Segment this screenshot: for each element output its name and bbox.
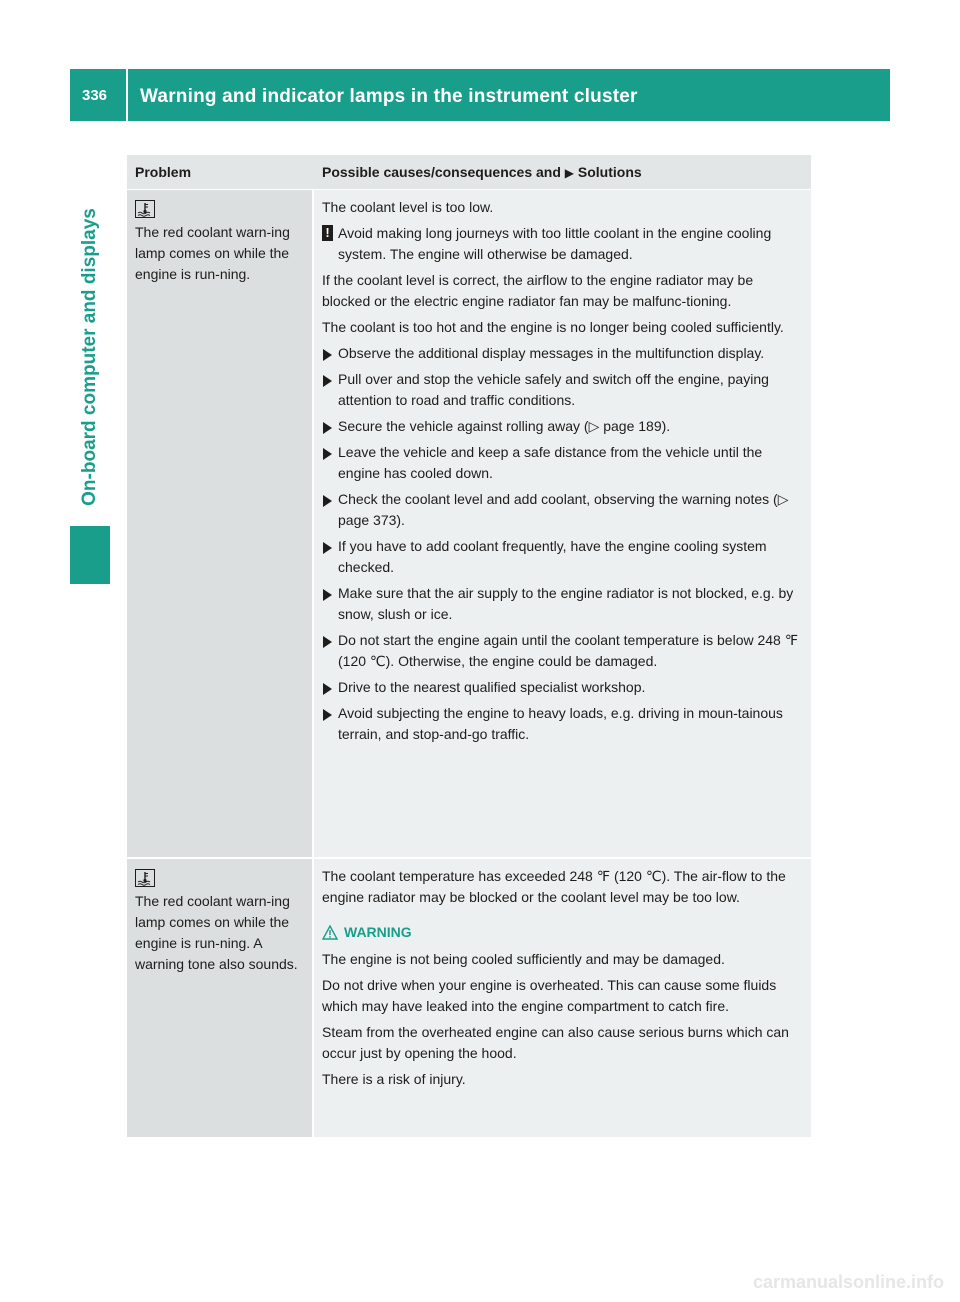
solution-step xyxy=(322,677,805,698)
damage-note xyxy=(322,223,805,265)
chapter-title: Warning and indicator lamps in the instrument cluster xyxy=(140,86,638,107)
solution-cell xyxy=(314,190,811,857)
solution-step xyxy=(322,442,805,484)
column-header-problem: Problem xyxy=(135,164,192,180)
step-arrow-icon xyxy=(323,542,332,554)
warning-paragraph: There is a risk of injury. xyxy=(322,1071,466,1087)
step-text: Avoid subjecting the engine to heavy loads, e.g. driving in moun-tainous terrain, and stop-and-go traffic. xyxy=(338,705,783,742)
solution-step xyxy=(322,630,805,672)
solution-step xyxy=(322,583,805,625)
header-divider xyxy=(126,69,128,121)
step-text[interactable]: Secure the vehicle against rolling away (▷ page 189). xyxy=(338,418,671,434)
exclamation-icon: ! xyxy=(322,225,333,241)
solution-cell xyxy=(314,859,811,1137)
coolant-temperature-icon xyxy=(135,869,155,887)
step-arrow-icon xyxy=(323,448,332,460)
page-number: 336 xyxy=(82,87,108,104)
warning-label: WARNING xyxy=(344,924,412,940)
cause-intro: The coolant temperature has exceeded 248 ℉ (120 ℃). The air-flow to the engine radiator may be blocked or the coolant level may be too low. xyxy=(322,868,786,905)
cause-paragraph: The coolant is too hot and the engine is no longer being cooled sufficiently. xyxy=(322,319,784,335)
table-header xyxy=(127,155,811,190)
coolant-temperature-icon xyxy=(135,200,155,218)
cause-paragraph: If the coolant level is correct, the airflow to the engine radiator may be blocked or the electric engine radiator fan may be malfunc-tioning. xyxy=(322,272,754,309)
side-tab xyxy=(70,130,110,584)
step-text[interactable]: Check the coolant level and add coolant, observing the warning notes (▷ page 373). xyxy=(338,491,789,528)
step-arrow-icon xyxy=(323,349,332,361)
solution-step xyxy=(322,536,805,578)
solution-step xyxy=(322,489,805,531)
warning-paragraph: Steam from the overheated engine can also cause serious burns which can occur just by opening the hood. xyxy=(322,1024,789,1061)
step-arrow-icon xyxy=(323,589,332,601)
solution-step xyxy=(322,703,805,745)
step-arrow-icon xyxy=(323,375,332,387)
step-text: Leave the vehicle and keep a safe distance from the vehicle until the engine has cooled down. xyxy=(338,444,763,481)
table-row xyxy=(127,859,811,1137)
column-header-solutions-suffix: Solutions xyxy=(577,164,642,180)
step-text: Pull over and stop the vehicle safely and switch off the engine, paying attention to road and traffic conditions. xyxy=(338,371,769,408)
solution-step xyxy=(322,416,805,437)
column-header-solutions-prefix: Possible causes/consequences and xyxy=(322,164,561,180)
cause-intro: The coolant level is too low. xyxy=(322,199,494,215)
step-text: Drive to the nearest qualified specialist workshop. xyxy=(338,679,646,695)
warning-paragraph: The engine is not being cooled sufficiently and may be damaged. xyxy=(322,951,725,967)
column-header-solutions xyxy=(314,155,811,189)
step-text: If you have to add coolant frequently, have the engine cooling system checked. xyxy=(338,538,767,575)
note-text: Avoid making long journeys with too little coolant in the engine cooling system. The engine will otherwise be damaged. xyxy=(338,225,772,262)
step-text: Observe the additional display messages in the multifunction display. xyxy=(338,345,765,361)
side-tab-block xyxy=(70,526,110,584)
warning-heading xyxy=(322,922,805,943)
problem-text: The red coolant warn-ing lamp comes on while the engine is run-ning. A warning tone also sounds. xyxy=(135,893,298,972)
solution-step xyxy=(322,343,805,364)
step-arrow-icon xyxy=(323,709,332,721)
solution-step xyxy=(322,369,805,411)
problem-cell xyxy=(127,190,312,857)
warning-triangle-icon xyxy=(322,925,338,940)
step-arrow-icon xyxy=(323,495,332,507)
table-row xyxy=(127,190,811,859)
step-arrow-icon xyxy=(323,683,332,695)
watermark: carmanualsonline.info xyxy=(752,1272,944,1292)
step-arrow-icon xyxy=(323,422,332,434)
step-arrow-icon xyxy=(323,636,332,648)
solution-arrow-icon: ▶ xyxy=(564,166,575,180)
step-text: Do not start the engine again until the coolant temperature is below 248 ℉ (120 ℃). Otherwise, the engine could be damaged. xyxy=(338,632,799,669)
problem-text: The red coolant warn-ing lamp comes on while the engine is run-ning. xyxy=(135,224,290,282)
troubleshooting-table xyxy=(127,155,811,1137)
side-tab-title: On-board computer and displays xyxy=(79,208,100,506)
problem-cell xyxy=(127,859,312,1137)
step-text: Make sure that the air supply to the engine radiator is not blocked, e.g. by snow, slush or ice. xyxy=(338,585,794,622)
warning-paragraph: Do not drive when your engine is overheated. This can cause some fluids which may have leaked into the engine compartment to catch fire. xyxy=(322,977,777,1014)
